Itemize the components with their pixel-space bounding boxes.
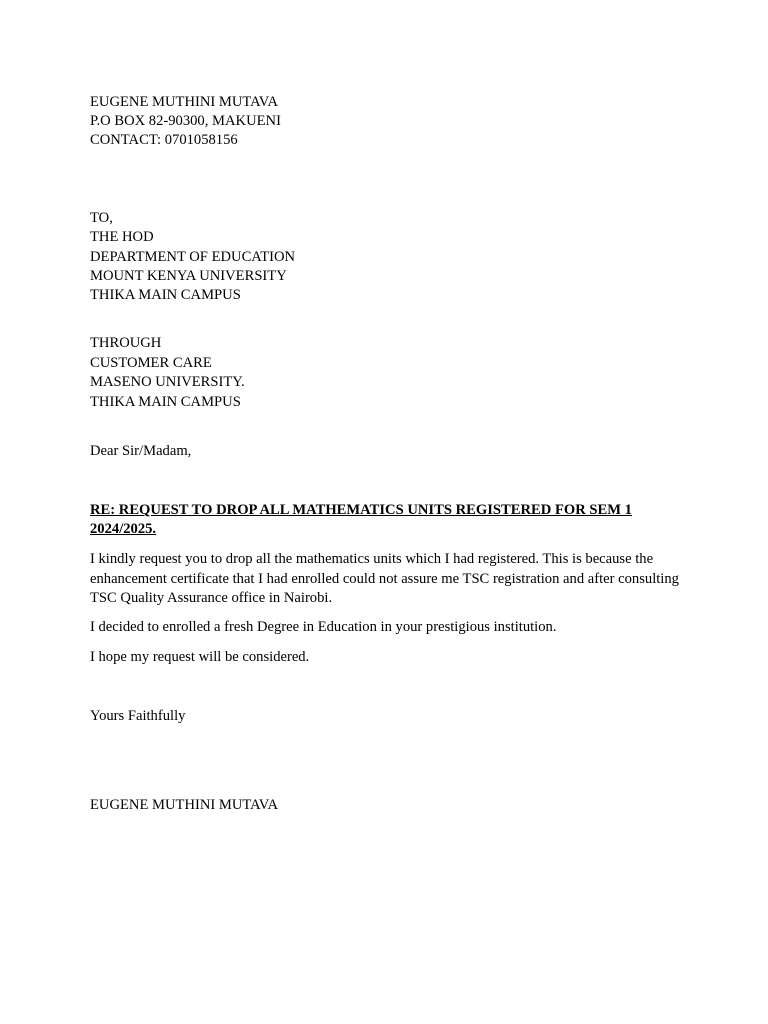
subject-line-1: RE: REQUEST TO DROP ALL MATHEMATICS UNITS REGISTERED FOR SEM 1 bbox=[90, 502, 632, 518]
recipient-campus: THIKA MAIN CAMPUS bbox=[90, 287, 241, 303]
through-office: CUSTOMER CARE bbox=[90, 355, 212, 371]
body-paragraph-2: I decided to enrolled a fresh Degree in Education in your prestigious institution. bbox=[90, 619, 557, 635]
body-paragraph-1: I kindly request you to drop all the mathematics units which I had registered. This is because the enhancement certificate that I had enrolled could not assure me TSC registration and after consulting TSC Quality Assurance office in Nairobi. bbox=[90, 551, 679, 606]
subject-line-2: 2024/2025. bbox=[90, 521, 157, 537]
sender-name: EUGENE MUTHINI MUTAVA bbox=[90, 94, 278, 110]
sender-address: P.O BOX 82-90300, MAKUENI bbox=[90, 113, 281, 129]
through-campus: THIKA MAIN CAMPUS bbox=[90, 394, 241, 410]
through-university: MASENO UNIVERSITY. bbox=[90, 374, 245, 390]
signature-name: EUGENE MUTHINI MUTAVA bbox=[90, 797, 278, 813]
body-paragraph-3: I hope my request will be considered. bbox=[90, 649, 310, 665]
salutation: Dear Sir/Madam, bbox=[90, 443, 192, 459]
through-label: THROUGH bbox=[90, 335, 162, 351]
closing: Yours Faithfully bbox=[90, 708, 186, 724]
recipient-to: TO, bbox=[90, 210, 113, 226]
recipient-department: DEPARTMENT OF EDUCATION bbox=[90, 249, 296, 265]
sender-contact: CONTACT: 0701058156 bbox=[90, 132, 238, 148]
recipient-university: MOUNT KENYA UNIVERSITY bbox=[90, 268, 287, 284]
recipient-title: THE HOD bbox=[90, 229, 154, 245]
